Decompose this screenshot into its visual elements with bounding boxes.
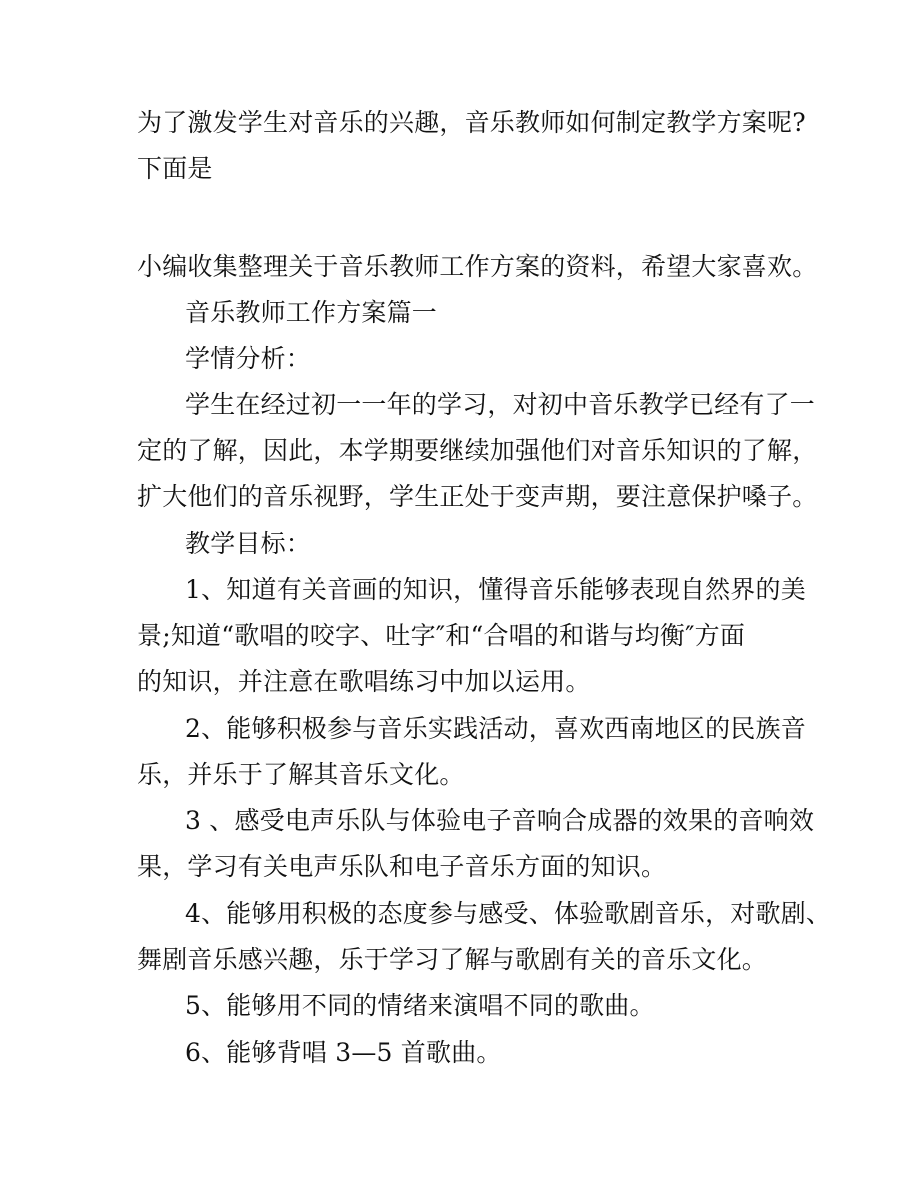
goal-1-line-2: 景;知道“歌唱的咬字、吐字″和“合唱的和谐与均衡″方面 [137, 621, 746, 650]
goal-2-line-2: 乐，并乐于了解其音乐文化。 [137, 760, 465, 789]
goal-2-line-1: 2、能够积极参与音乐实践活动，喜欢西南地区的民族音 [185, 714, 806, 743]
analysis-line-3: 扩大他们的音乐视野，学生正处于变声期，要注意保护嗓子。 [137, 482, 818, 511]
goal-3-line-2: 果，学习有关电声乐队和电子音乐方面的知识。 [137, 852, 667, 881]
goal-3-line-1: 3 、感受电声乐队与体验电子音响合成器的效果的音响效 [185, 806, 815, 835]
goal-1-line-3: 的知识，并注意在歌唱练习中加以运用。 [137, 667, 591, 696]
heading-teaching-goals: 教学目标： [185, 529, 312, 558]
intro-line-2: 下面是 [137, 154, 213, 183]
goal-1-line-1: 1、知道有关音画的知识，懂得音乐能够表现自然界的美 [185, 575, 806, 604]
heading-learning-analysis: 学情分析： [185, 344, 312, 373]
analysis-line-1: 学生在经过初一一年的学习，对初中音乐教学已经有了一 [185, 390, 816, 419]
goal-6-line: 6、能够背唱 3—5 首歌曲。 [185, 1038, 502, 1067]
goal-4-line-1: 4、能够用积极的态度参与感受、体验歌剧音乐，对歌剧、 [185, 899, 832, 928]
intro-line-3: 小编收集整理关于音乐教师工作方案的资料，希望大家喜欢。 [137, 252, 818, 281]
section-title: 音乐教师工作方案篇一 [185, 298, 438, 327]
analysis-line-2: 定的了解，因此，本学期要继续加强他们对音乐知识的了解， [137, 436, 818, 465]
goal-4-line-2: 舞剧音乐感兴趣，乐于学习了解与歌剧有关的音乐文化。 [137, 945, 768, 974]
intro-line-1: 为了激发学生对音乐的兴趣，音乐教师如何制定教学方案呢? [137, 108, 806, 137]
goal-5-line: 5、能够用不同的情绪来演唱不同的歌曲。 [185, 991, 655, 1020]
